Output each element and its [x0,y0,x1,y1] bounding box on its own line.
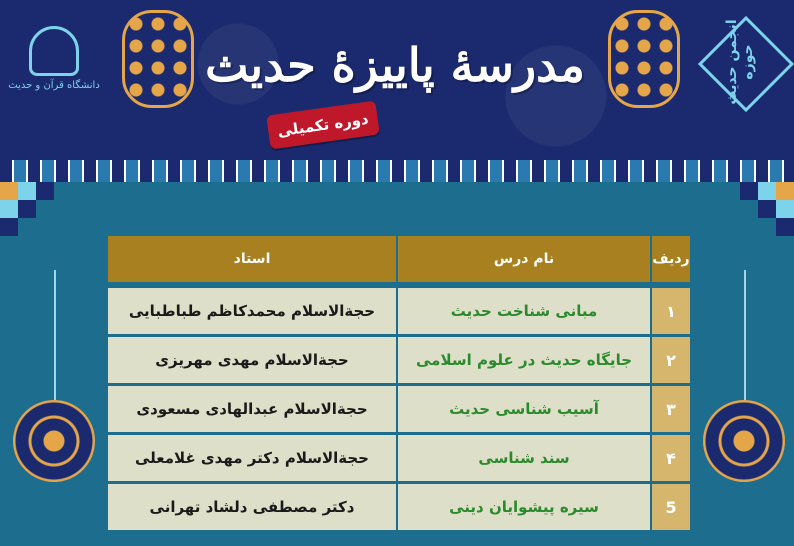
university-emblem-icon [29,26,79,76]
courses-table [108,236,690,546]
hanging-chain-right [744,270,746,400]
course-cell: سیره پیشوایان دینی [398,484,650,530]
table-row [108,386,690,432]
course-cell: آسیب شناسی حدیث [398,386,650,432]
university-logo [8,26,100,106]
medallion-left-icon [13,400,95,482]
table-header-row [108,236,690,282]
row-number-cell: ۱ [652,288,690,334]
step-pattern-right [724,182,794,262]
association-logo-text: انجمن حدیث حوزه [724,19,756,105]
table-row [108,435,690,481]
association-logo [694,16,786,126]
column-header-teacher: استاد [108,236,398,282]
course-level-badge: دوره تکمیلی [266,101,380,150]
header-banner [0,0,794,160]
course-cell: مبانی شناخت حدیث [398,288,650,334]
teacher-cell: حجةالاسلام عبدالهادی مسعودی [108,386,396,432]
teacher-cell: دکتر مصطفی دلشاد تهرانی [108,484,396,530]
table-row [108,337,690,383]
decorative-band [0,160,794,182]
column-header-course: نام درس [398,236,652,282]
table-row [108,484,690,530]
page-title: مدرسهٔ پاییزهٔ حدیث [205,38,585,92]
course-cell: جایگاه حدیث در علوم اسلامی [398,337,650,383]
hanging-chain-left [54,270,56,400]
row-number-cell: ۴ [652,435,690,481]
medallion-right-icon [703,400,785,482]
column-header-row-number: ردیف [652,236,690,282]
teacher-cell: حجةالاسلام محمدکاظم طباطبایی [108,288,396,334]
teacher-cell: حجةالاسلام دکتر مهدی غلامعلی [108,435,396,481]
step-pattern-left [0,182,70,262]
row-number-cell: ۲ [652,337,690,383]
course-cell: سند شناسی [398,435,650,481]
row-number-cell: ۳ [652,386,690,432]
row-number-cell: 5 [652,484,690,530]
table-row [108,288,690,334]
university-logo-text: دانشگاه قرآن و حدیث [8,80,100,91]
teacher-cell: حجةالاسلام مهدی مهریزی [108,337,396,383]
